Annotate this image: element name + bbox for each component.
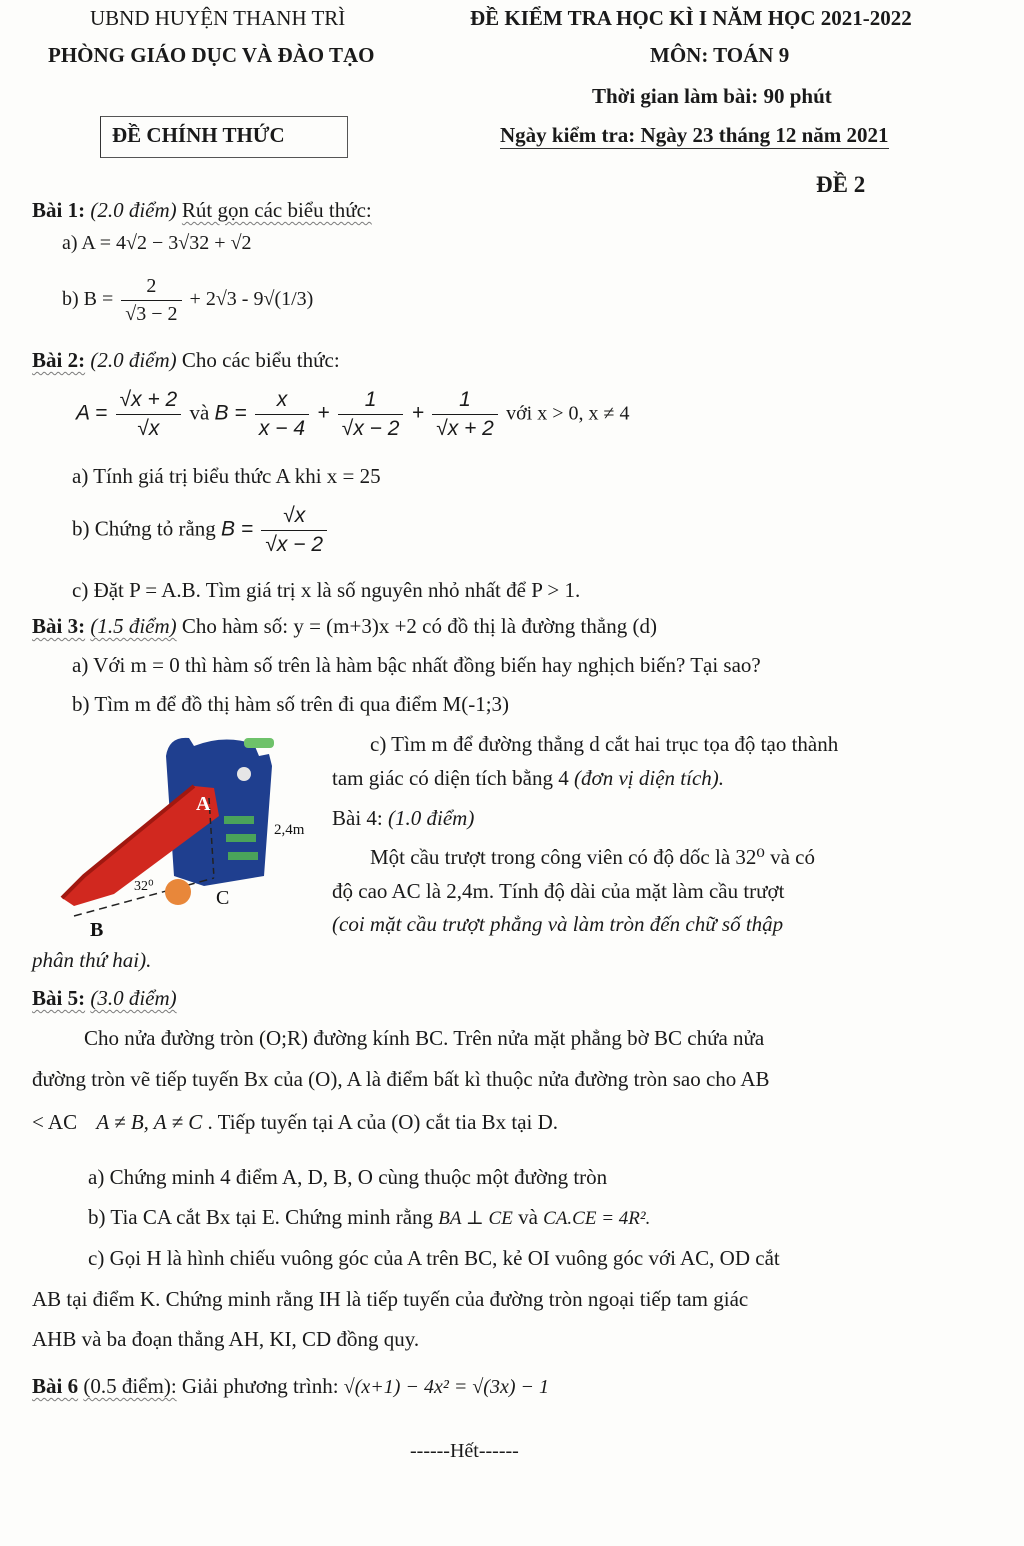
bai4-line3: (coi mặt cầu trượt phẳng và làm tròn đến chữ số thập xyxy=(332,912,784,936)
tower-roof xyxy=(244,738,274,748)
footer-end: ------Hết------ xyxy=(410,1440,519,1462)
fig-label-C: C xyxy=(216,887,230,909)
bai5-b-m2: CA.CE = 4R². xyxy=(543,1208,651,1229)
bai2-B-f3-den: √x + 2 xyxy=(436,417,494,440)
bai2-plus2: + xyxy=(411,401,424,425)
bai2-A-num: √x + 2 xyxy=(116,388,182,415)
bai2-and: và xyxy=(189,400,210,425)
bai2-A-fraction xyxy=(116,388,182,441)
bai5-b xyxy=(88,1205,650,1230)
bai5-b-and: và xyxy=(518,1205,538,1229)
bai2-plus1: + xyxy=(317,401,330,425)
official-label: ĐỀ CHÍNH THỨC xyxy=(112,123,285,147)
bai5-c3: AHB và ba đoạn thẳng AH, KI, CD đồng quy. xyxy=(32,1327,420,1351)
bai2-b-den: √x − 2 xyxy=(265,533,324,556)
bai2-b-text: b) Chứng tỏ rằng xyxy=(72,516,216,541)
bai2-c: c) Đặt P = A.B. Tìm giá trị x là số nguyên nhỏ nhất để P > 1. xyxy=(72,578,581,602)
bai5-b-text: b) Tia CA cắt Bx tại E. Chứng minh rằng xyxy=(88,1205,434,1229)
bai5-heading xyxy=(32,986,177,1011)
fig-label-angle: 32⁰ xyxy=(134,879,154,894)
header-left-line2: PHÒNG GIÁO DỤC VÀ ĐÀO TẠO xyxy=(48,43,375,67)
ladder-step xyxy=(228,852,258,860)
bai1-b-fraction xyxy=(121,275,181,326)
bai4-title: Bài 4: xyxy=(332,806,383,830)
bai2-points: (2.0 điểm) xyxy=(90,348,177,372)
bai2-b-B-label: B = xyxy=(221,517,254,541)
bai3-b: b) Tìm m để đồ thị hàm số trên đi qua điểm M(-1;3) xyxy=(72,692,510,716)
bai3-text: Cho hàm số: y = (m+3)x +2 có đồ thị là đường thẳng (d) xyxy=(181,614,657,638)
bai5-p2: đường tròn vẽ tiếp tuyến Bx của (O), A là điểm bất kì thuộc nửa đường tròn sao cho AB xyxy=(32,1067,770,1091)
bai5-c1: c) Gọi H là hình chiếu vuông góc của A trên BC, kẻ OI vuông góc với AC, OD cắt xyxy=(88,1246,780,1270)
bai3-c2 xyxy=(332,766,724,791)
bai2-heading xyxy=(32,348,340,373)
bai1-title: Bài 1: xyxy=(32,198,86,222)
bai2-A-den: √x xyxy=(137,417,160,440)
bai2-b-fraction xyxy=(261,504,327,557)
bai1-b-rest: + 2√3 - 9√(1/3) xyxy=(189,288,314,311)
bai1-b-den: √3 − 2 xyxy=(125,303,178,325)
bai1-text: Rút gọn các biểu thức: xyxy=(181,198,372,222)
bai5-p1: Cho nửa đường tròn (O;R) đường kính BC. Trên nửa mặt phẳng bờ BC chứa nửa xyxy=(84,1026,765,1050)
header-right-line2: MÔN: TOÁN 9 xyxy=(650,43,790,67)
bai2-text: Cho các biểu thức: xyxy=(181,348,340,372)
ladder-step xyxy=(224,816,254,824)
bai4-line4: phân thứ hai). xyxy=(32,948,152,972)
bai2-B-f2-num: 1 xyxy=(338,388,404,415)
bai1-b-num: 2 xyxy=(121,275,181,301)
bai3-c2-unit: (đơn vị diện tích). xyxy=(574,766,725,790)
bai2-B-f1-num: x xyxy=(255,388,309,415)
bai6-title: Bài 6 xyxy=(32,1374,79,1398)
header-left-line1: UBND HUYỆN THANH TRÌ xyxy=(90,6,346,30)
bai3-c2-text: tam giác có diện tích bằng 4 xyxy=(332,766,569,790)
bai2-A-label: A = xyxy=(76,401,108,425)
fig-label-height: 2,4m xyxy=(274,822,305,838)
bai3-a: a) Với m = 0 thì hàm số trên là hàm bậc nhất đồng biến hay nghịch biến? Tại sao? xyxy=(72,653,761,677)
bai2-b xyxy=(72,504,330,557)
bai2-B-f1 xyxy=(255,388,309,441)
bai6-equation: √(x+1) − 4x² = √(3x) − 1 xyxy=(343,1376,550,1398)
bai2-B-f2 xyxy=(338,388,404,441)
header-right-line1: ĐỀ KIỂM TRA HỌC KÌ I NĂM HỌC 2021-2022 xyxy=(470,6,912,30)
bai5-c2: AB tại điểm K. Chứng minh rằng IH là tiếp tuyến của đường tròn ngoại tiếp tam giác xyxy=(32,1287,749,1311)
ball xyxy=(165,879,191,905)
bai2-B-label: B = xyxy=(214,401,247,425)
fig-label-A: A xyxy=(196,793,211,815)
bai6-points: (0.5 điểm): xyxy=(83,1374,177,1398)
bai1-b-prefix: b) B = xyxy=(62,288,114,311)
bai3-heading xyxy=(32,614,657,639)
bai5-a: a) Chứng minh 4 điểm A, D, B, O cùng thuộc một đường tròn xyxy=(88,1165,608,1189)
exam-date: Ngày kiểm tra: Ngày 23 tháng 12 năm 2021 xyxy=(500,123,889,147)
bai5-b-m1: BA ⊥ CE xyxy=(438,1208,513,1229)
bai5-p3c: . Tiếp tuyến tại A của (O) cắt tia Bx tại D. xyxy=(207,1110,559,1134)
slide-figure xyxy=(54,726,324,946)
bai1-b xyxy=(62,275,313,326)
bai6 xyxy=(32,1374,549,1399)
bai5-p3a: < AC xyxy=(32,1110,78,1134)
bai2-B-f3-num: 1 xyxy=(432,388,498,415)
bai3-c1: c) Tìm m để đường thẳng d cắt hai trục tọa độ tạo thành xyxy=(370,732,839,756)
bai2-b-num: √x xyxy=(261,504,327,531)
bai2-condition: với x > 0, x ≠ 4 xyxy=(506,402,630,425)
bai2-title: Bài 2: xyxy=(32,348,86,372)
bai5-p3b: A ≠ B, A ≠ C xyxy=(96,1110,203,1134)
bai1-points: (2.0 điểm) xyxy=(90,198,177,222)
bai2-expressions xyxy=(76,388,629,441)
bai1-heading xyxy=(32,198,372,223)
exam-code: ĐỀ 2 xyxy=(816,172,866,197)
bai4-heading xyxy=(332,806,474,831)
bai5-p3 xyxy=(32,1110,558,1135)
exam-time: Thời gian làm bài: 90 phút xyxy=(592,84,832,108)
bai2-a: a) Tính giá trị biểu thức A khi x = 25 xyxy=(72,464,381,488)
bai5-points: (3.0 điểm) xyxy=(90,986,177,1010)
bai4-line2: độ cao AC là 2,4m. Tính độ dài của mặt làm cầu trượt xyxy=(332,879,785,903)
fig-label-B: B xyxy=(90,919,104,941)
bai4-points: (1.0 điểm) xyxy=(388,806,475,830)
ladder-step xyxy=(226,834,256,842)
bai2-B-f3 xyxy=(432,388,498,441)
tower-window xyxy=(237,767,251,781)
bai6-text: Giải phương trình: xyxy=(181,1374,339,1398)
bai3-points: (1.5 điểm) xyxy=(90,614,177,638)
bai3-title: Bài 3: xyxy=(32,614,86,638)
bai1-a: a) A = 4√2 − 3√32 + √2 xyxy=(62,232,252,254)
bai2-B-f1-den: x − 4 xyxy=(258,417,306,440)
bai2-B-f2-den: √x − 2 xyxy=(341,417,400,440)
bai4-line1: Một cầu trượt trong công viên có độ dốc là 32⁰ và có xyxy=(370,845,815,869)
bai5-title: Bài 5: xyxy=(32,986,86,1010)
